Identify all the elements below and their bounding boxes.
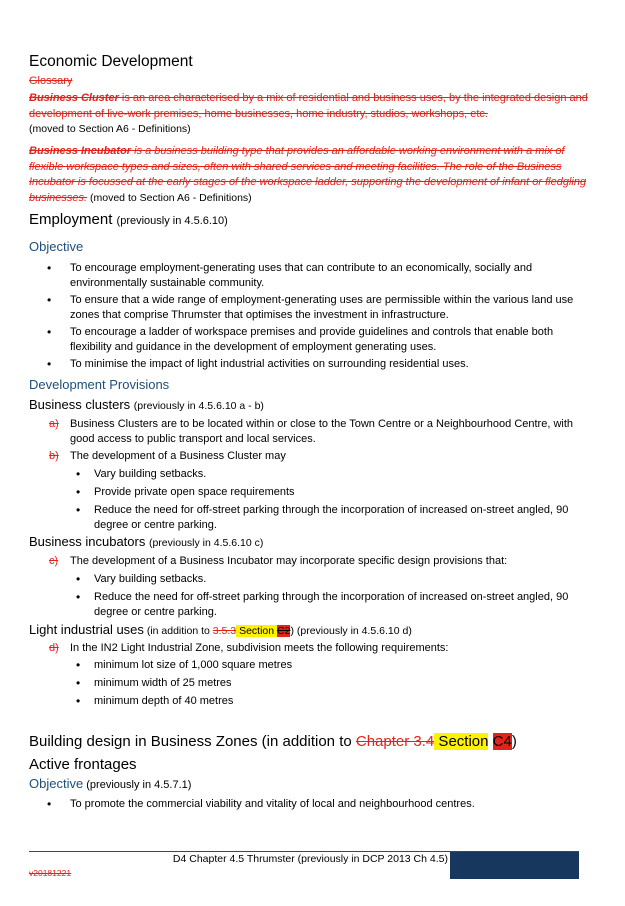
provision-c (49, 554, 595, 569)
list-item: • minimum lot size of 1,000 square metres (70, 658, 595, 673)
provision-b-label: b) (49, 450, 59, 462)
development-provisions-heading: Development Provisions (29, 377, 170, 392)
list-item: • To minimise the impact of light industrial activities on surrounding residential uses. (29, 357, 595, 372)
employment-subtitle: (previously in 4.5.6.10) (116, 215, 228, 227)
glossary-heading: Glossary (29, 75, 73, 87)
list-item: • To encourage a ladder of workspace premises and provide guidelines and controls that enable both flexibility and guidance in the development of employment generating uses. (29, 325, 595, 354)
footer-color-block (450, 852, 579, 879)
business-cluster-text: is an area characterised by a mix of residential and business uses, by the integrated design and development of live-work premises, home businesses, home industry, studios, workshops, etc. (29, 92, 588, 120)
list-item: • To promote the commercial viability and vitality of local and neighbourhood centres. (29, 797, 595, 812)
light-industrial-inserted-ref: Section (236, 625, 275, 637)
light-industrial-section-code: C2 (277, 625, 291, 637)
provision-a-text: Business Clusters are to be located within or close to the Town Centre or a Neighbourhood Centre, with good access to public transport and local services. (70, 418, 574, 445)
business-clusters-heading (29, 397, 264, 412)
provision-c-text: The development of a Business Incubator may incorporate specific design provisions that: (70, 555, 508, 567)
business-incubators-heading (29, 534, 263, 549)
employment-objective-list (29, 261, 595, 375)
list-item: • Reduce the need for off-street parking through the incorporation of increased on-street angled, 90 degree or centre parking. (70, 503, 595, 532)
list-item: • minimum width of 25 metres (70, 676, 595, 691)
business-incubator-text: is a business building type that provides an affordable working environment with a mix of flexible workspace types and sizes, often with shared services and meeting facilities. The role of the Business Incubator is focussed at the early stages of the workspace ladder, supporting the development of infant or fledgling businesses. (29, 145, 587, 204)
business-cluster-note: (moved to Section A6 - Definitions) (29, 123, 191, 135)
business-clusters-title: Business clusters (29, 397, 131, 412)
provision-d-label: d) (49, 642, 59, 654)
active-frontages-list (29, 797, 595, 815)
business-incubators-subtitle: (previously in 4.5.6.10 c) (148, 537, 264, 549)
active-frontages-heading: Active frontages (29, 756, 137, 773)
building-design-close: ) (511, 733, 517, 750)
provision-b-list (70, 467, 595, 536)
building-design-section-code: C4 (492, 733, 512, 750)
employment-heading (29, 211, 228, 228)
provision-d-list (70, 658, 595, 712)
footer-title: D4 Chapter 4.5 Thrumster (previously in DCP 2013 Ch 4.5) (172, 853, 448, 865)
provision-a (49, 417, 595, 446)
footer-version: v20181221 (29, 868, 72, 878)
business-incubator-note: (moved to Section A6 - Definitions) (87, 191, 252, 204)
active-frontages-objective-heading (29, 776, 191, 791)
building-design-title: Building design in Business Zones (in addition to (29, 733, 356, 750)
section-title-economic-development: Economic Development (29, 53, 193, 70)
list-item: • To ensure that a wide range of employment-generating uses are permissible within the various land use zones that comprise Thrumster that optimises the investment in infrastructure. (29, 293, 595, 322)
business-incubators-title: Business incubators (29, 534, 146, 549)
list-item: • To encourage employment-generating uses that can contribute to an economically, socially and environmentally sustainable community. (29, 261, 595, 290)
employment-title: Employment (29, 211, 113, 228)
employment-objective-heading: Objective (29, 239, 84, 254)
light-industrial-post: ) (previously in 4.5.6.10 d) (290, 625, 412, 637)
provision-b-text: The development of a Business Cluster may (70, 450, 286, 462)
light-industrial-deleted-ref: 3.5.3 (212, 625, 237, 637)
provision-b (49, 449, 595, 464)
business-incubator-term: Business Incubator (29, 145, 132, 157)
list-item: • Reduce the need for off-street parking through the incorporation of increased on-street angled, 90 degree or centre parking. (70, 590, 595, 619)
provision-c-list (70, 572, 595, 623)
provision-d (49, 641, 595, 656)
provision-d-text: In the IN2 Light Industrial Zone, subdivision meets the following requirements: (70, 642, 449, 654)
active-frontages-subtitle: (previously in 4.5.7.1) (83, 779, 192, 791)
business-cluster-definition (29, 91, 595, 138)
light-industrial-pre: (in addition to (143, 625, 213, 637)
list-item: • Vary building setbacks. (70, 467, 595, 482)
active-frontages-objective: Objective (29, 776, 84, 791)
light-industrial-heading (29, 622, 412, 637)
business-cluster-term: Business Cluster (29, 92, 119, 104)
building-design-deleted-ref: Chapter 3.4 (355, 733, 435, 750)
list-item: • Vary building setbacks. (70, 572, 595, 587)
provision-a-label: a) (49, 418, 59, 430)
list-item: • minimum depth of 40 metres (70, 694, 595, 709)
list-item: • Provide private open space requirements (70, 485, 595, 500)
business-incubator-definition (29, 144, 595, 206)
business-clusters-subtitle: (previously in 4.5.6.10 a - b) (133, 400, 264, 412)
building-design-heading (29, 733, 517, 750)
provision-c-label: c) (49, 555, 59, 567)
building-design-inserted-ref: Section (434, 733, 489, 750)
light-industrial-title: Light industrial uses (29, 622, 144, 637)
